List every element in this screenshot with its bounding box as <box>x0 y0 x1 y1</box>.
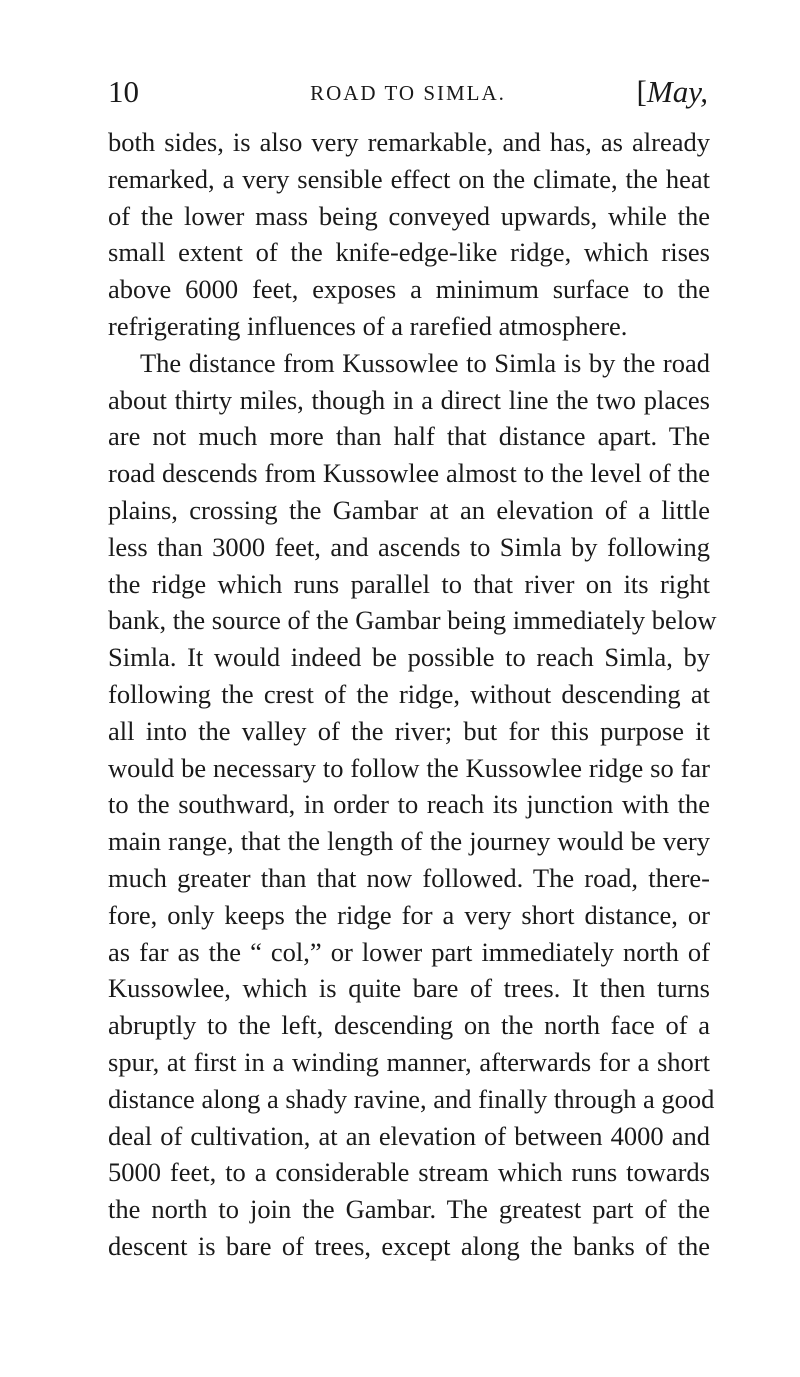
text-line: plains, crossing the Gambar at an elevation of a little <box>108 494 710 525</box>
text-line: bank, the source of the Gambar being immediately below <box>108 605 717 636</box>
text-line: main range, that the length of the journey would be very <box>108 826 710 857</box>
page-number: 10 <box>108 74 139 109</box>
text-line: would be necessary to follow the Kussowlee ridge so far <box>108 752 710 783</box>
running-head <box>108 74 708 114</box>
text-line: spur, at first in a winding manner, afterwards for a short <box>108 1046 710 1077</box>
text-line: above 6000 feet, exposes a minimum surface to the <box>108 274 710 305</box>
date-bracket: [ <box>636 74 647 109</box>
text-line: less than 3000 feet, and ascends to Simla by following <box>108 531 710 562</box>
text-line: of the lower mass being conveyed upwards, while the <box>108 200 710 231</box>
text-line: remarked, a very sensible effect on the climate, the heat <box>108 163 710 194</box>
text-line: about thirty miles, though in a direct line the two places <box>108 384 710 415</box>
text-line: refrigerating influences of a rarefied atmosphere. <box>108 310 628 341</box>
body-text <box>108 124 717 1265</box>
text-line: to the southward, in order to reach its junction with the <box>108 789 710 820</box>
text-line: all into the valley of the river; but for this purpose it <box>108 715 710 746</box>
text-line: road descends from Kussowlee almost to the level of the <box>108 458 710 489</box>
running-date <box>637 74 708 110</box>
text-line: distance along a shady ravine, and finally through a good <box>108 1083 715 1114</box>
text-line: Kussowlee, which is quite bare of trees. It then turns <box>108 973 710 1004</box>
date-month: May, <box>646 74 708 109</box>
text-line: descent is bare of trees, except along the banks of the <box>108 1230 710 1261</box>
text-line: much greater than that now followed. The road, there- <box>108 862 710 893</box>
text-line: both sides, is also very remarkable, and has, as already <box>108 127 710 157</box>
text-line: fore, only keeps the ridge for a very short distance, or <box>108 899 710 930</box>
text-line: are not much more than half that distance apart. The <box>108 421 710 452</box>
text-line: as far as the “ col,” or lower part immediately north of <box>108 936 710 967</box>
text-line: the ridge which runs parallel to that river on its right <box>108 568 710 599</box>
text-line: The distance from Kussowlee to Simla is by the road <box>140 347 710 378</box>
text-line: following the crest of the ridge, without descending at <box>108 678 710 709</box>
text-line: small extent of the knife-edge-like ridge, which rises <box>108 237 710 268</box>
text-line: abruptly to the left, descending on the north face of a <box>108 1010 710 1041</box>
text-line: Simla. It would indeed be possible to reach Simla, by <box>108 642 710 673</box>
running-title: ROAD TO SIMLA. <box>310 81 506 105</box>
text-line: 5000 feet, to a considerable stream which runs towards <box>108 1157 710 1188</box>
text-line: the north to join the Gambar. The greatest part of the <box>108 1194 710 1225</box>
text-line: deal of cultivation, at an elevation of between 4000 and <box>108 1120 710 1151</box>
